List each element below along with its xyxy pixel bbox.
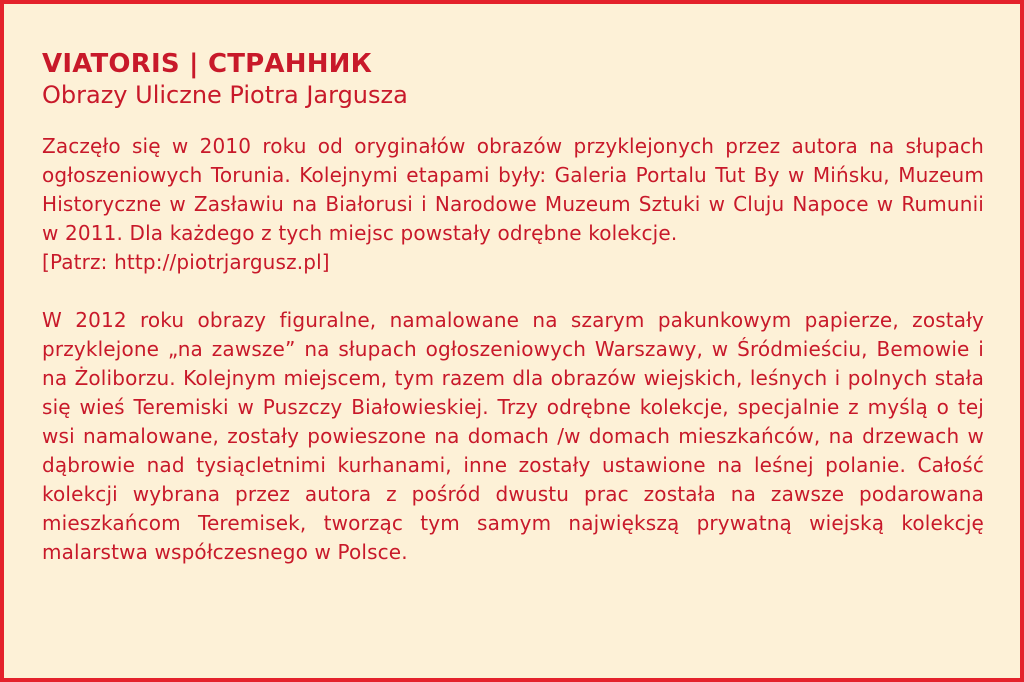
paragraph-spacer	[42, 277, 984, 306]
website-reference: [Patrz: http://piotrjargusz.pl]	[42, 250, 330, 274]
panel-content	[42, 48, 984, 567]
page-subtitle: Obrazy Uliczne Piotra Jargusza	[42, 81, 408, 109]
page-title: VIATORIS | СТРАННИК	[42, 49, 373, 79]
paragraph-2: W 2012 roku obrazy figuralne, namalowane na szarym pakunkowym papierze, zostały przyklejone „na zawsze” na słupach ogłoszeniowych Warszawy, w Śródmieściu, Bemowie i na Żoliborzu. Kolejnym miejscem, tym razem dla obrazów wiejskich, leśnych i polnych stała się wieś Teremiski w Puszczy Białowieskiej. Trzy odrębne kolekcje, specjalnie z myślą o tej wsi namalowane, zostały powieszone na domach /w domach mieszkańców, na drzewach w dąbrowie nad tysiącletnimi kurhanami, inne zostały ustawione na leśnej polanie. Całość kolekcji wybrana przez autora z pośród dwustu prac została na zawsze podarowana mieszkańcom Teremisek, tworząc tym samym największą prywatną wiejską kolekcję malarstwa współczesnego w Polsce.	[42, 308, 984, 564]
paragraph-1: Zaczęło się w 2010 roku od oryginałów obrazów przyklejonych przez autora na słupach ogłoszeniowych Torunia. Kolejnymi etapami były: Galeria Portalu Tut By w Mińsku, Muzeum Historyczne w Zasławiu na Białorusi i Narodowe Muzeum Sztuki w Cluju Napoce w Rumunii w 2011. Dla każdego z tych miejsc powstały odrębne kolekcje.	[42, 134, 984, 245]
